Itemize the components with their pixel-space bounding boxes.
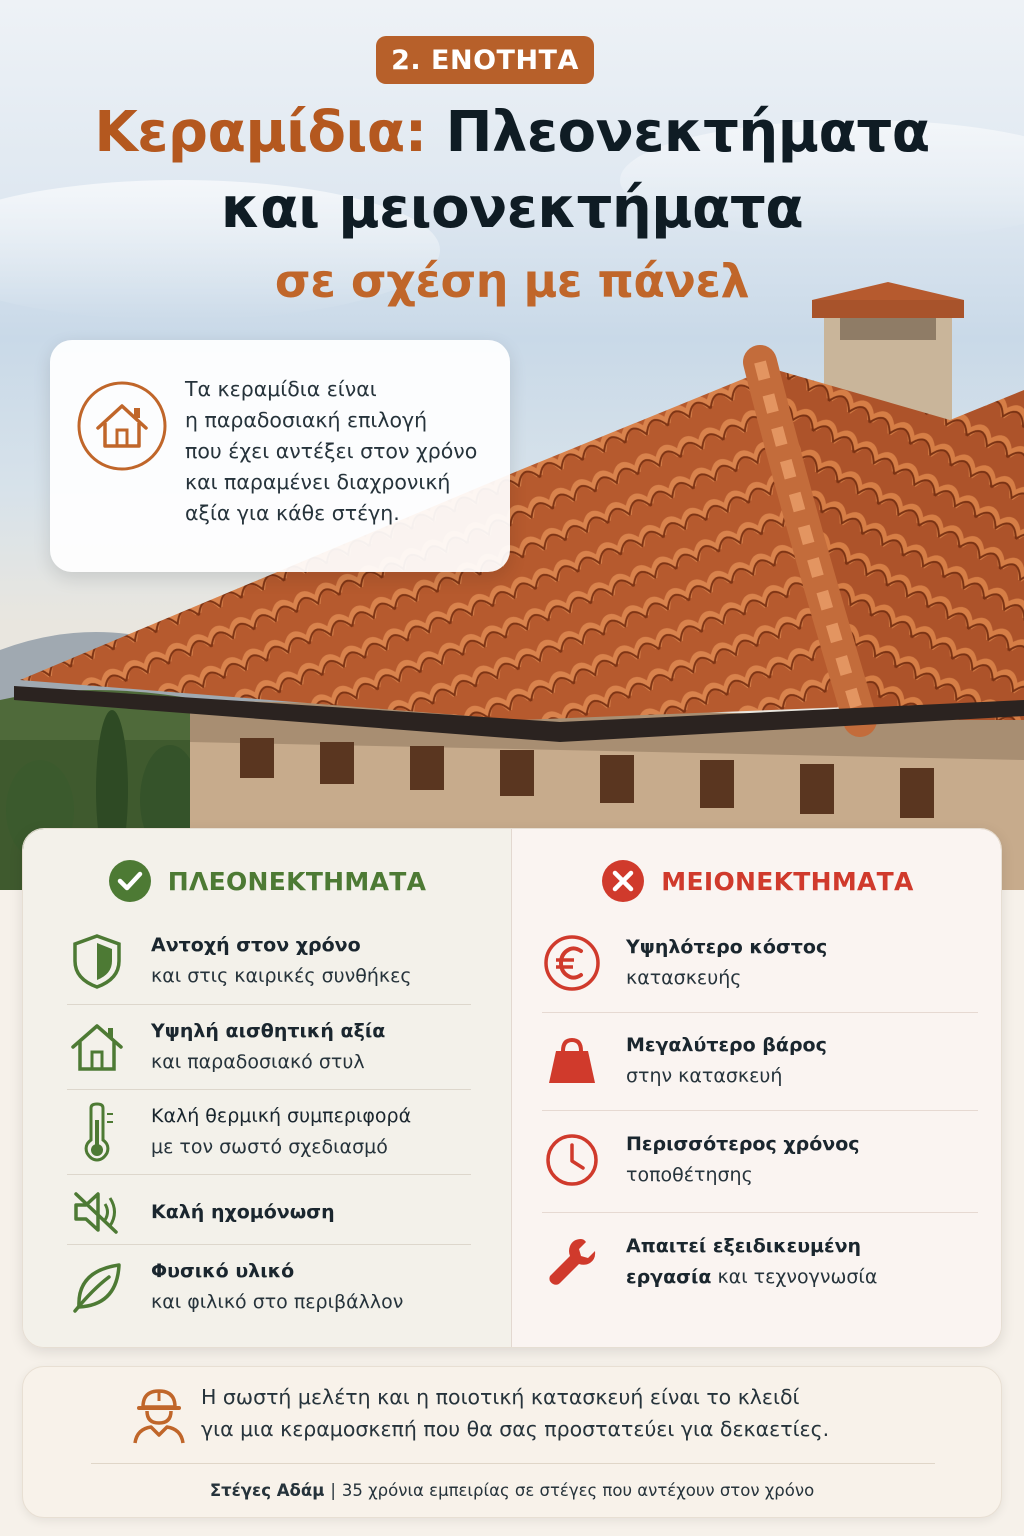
house-icon	[76, 380, 168, 472]
clock-icon	[544, 1132, 600, 1188]
footer-signature	[23, 1481, 1001, 1500]
pros-item	[67, 1090, 471, 1174]
footer-card	[22, 1366, 1002, 1518]
intro-line: Τα κεραμίδια είναι	[185, 377, 377, 401]
intro-card	[50, 340, 510, 572]
intro-line: η παραδοσιακή επιλογή	[185, 408, 428, 432]
cons-item-subtitle: στην κατασκευή	[626, 1065, 783, 1087]
cons-item-title: Μεγαλύτερο βάρος	[626, 1034, 827, 1056]
cons-item-title-tail: εργασία	[626, 1266, 712, 1288]
divider	[542, 1012, 978, 1013]
cons-item-subtitle: κατασκευής	[626, 967, 742, 989]
pros-item-subtitle: και στις καιρικές συνθήκες	[151, 965, 412, 987]
pros-item-subtitle: με τον σωστό σχεδιασμό	[151, 1136, 388, 1158]
footer-message-line: για μια κεραμοσκεπή που θα σας προστατεύει για δεκαετίες.	[201, 1417, 830, 1441]
euro-icon	[543, 934, 601, 992]
pros-cons-panel	[22, 828, 1002, 1348]
divider	[542, 1110, 978, 1111]
cons-item	[542, 1118, 978, 1202]
check-circle-icon	[108, 859, 152, 903]
pros-heading-label: ΠΛΕΟΝΕΚΤΗΜΑΤΑ	[167, 866, 427, 896]
pros-item-subtitle: και παραδοσιακό στυλ	[151, 1051, 365, 1073]
pros-heading	[23, 859, 511, 903]
brand-tagline: 35 χρόνια εμπειρίας σε στέγες που αντέχουν στον χρόνο	[341, 1481, 815, 1500]
cons-item-title: Απαιτεί εξειδικευμένη	[626, 1235, 862, 1257]
pros-item	[67, 1245, 471, 1329]
page-title-accent: Κεραμίδια:	[94, 100, 427, 165]
intro-line: αξία για κάθε στέγη.	[185, 501, 400, 525]
pros-item-subtitle: και φιλικό στο περιβάλλον	[151, 1291, 404, 1313]
page-title-main: Πλεονεκτήματα	[445, 100, 930, 165]
cons-heading-label: ΜΕΙΟΝΕΚΤΗΜΑΤΑ	[661, 866, 914, 896]
pros-item	[67, 1005, 471, 1089]
thermometer-icon	[77, 1102, 117, 1162]
weight-icon	[546, 1035, 598, 1087]
wrench-icon	[545, 1235, 599, 1289]
pros-item-title: Καλή ηχομόνωση	[151, 1200, 335, 1223]
house-icon	[69, 1022, 125, 1072]
pros-item-title: Υψηλή αισθητική αξία	[151, 1020, 386, 1042]
cons-item	[542, 1220, 978, 1304]
pros-column	[23, 829, 511, 1347]
intro-line: και παραμένει διαχρονική	[185, 470, 451, 494]
leaf-icon	[71, 1261, 123, 1313]
page-title-line-1	[0, 100, 1024, 165]
cons-column	[511, 829, 1002, 1347]
shield-icon	[71, 933, 123, 989]
worker-icon	[127, 1381, 191, 1445]
page-title-line-2: και μειονεκτήματα	[220, 176, 804, 241]
page-subtitle: σε σχέση με πάνελ	[274, 254, 750, 308]
muted-speaker-icon	[72, 1190, 122, 1234]
cons-heading	[512, 859, 1002, 903]
cons-item-title: Υψηλότερο κόστος	[626, 936, 828, 958]
pros-item	[67, 1170, 471, 1254]
intro-text	[185, 374, 505, 529]
footer-message	[201, 1381, 961, 1445]
brand-name: Στέγες Αδάμ	[209, 1481, 325, 1500]
intro-line: που έχει αντέξει στον χρόνο	[185, 439, 478, 463]
divider	[91, 1463, 935, 1464]
cons-item-subtitle: και τεχνογνωσία	[717, 1266, 878, 1288]
pros-item-title: Φυσικό υλικό	[151, 1260, 295, 1282]
separator: |	[330, 1481, 336, 1500]
pros-item-title: Καλή θερμική συμπεριφορά	[151, 1105, 412, 1127]
divider	[542, 1212, 978, 1213]
cons-item-title: Περισσότερος χρόνος	[626, 1133, 860, 1155]
section-badge	[376, 36, 594, 84]
footer-message-line: Η σωστή μελέτη και η ποιοτική κατασκευή είναι το κλειδί	[201, 1385, 800, 1409]
cons-item	[542, 921, 978, 1005]
x-circle-icon	[601, 859, 645, 903]
cons-item	[542, 1019, 978, 1103]
cons-item-subtitle: τοποθέτησης	[626, 1164, 753, 1186]
pros-item	[67, 919, 471, 1003]
pros-item-title: Αντοχή στον χρόνο	[151, 934, 361, 956]
section-badge-label: 2. ΕΝΟΤΗΤΑ	[391, 44, 579, 76]
